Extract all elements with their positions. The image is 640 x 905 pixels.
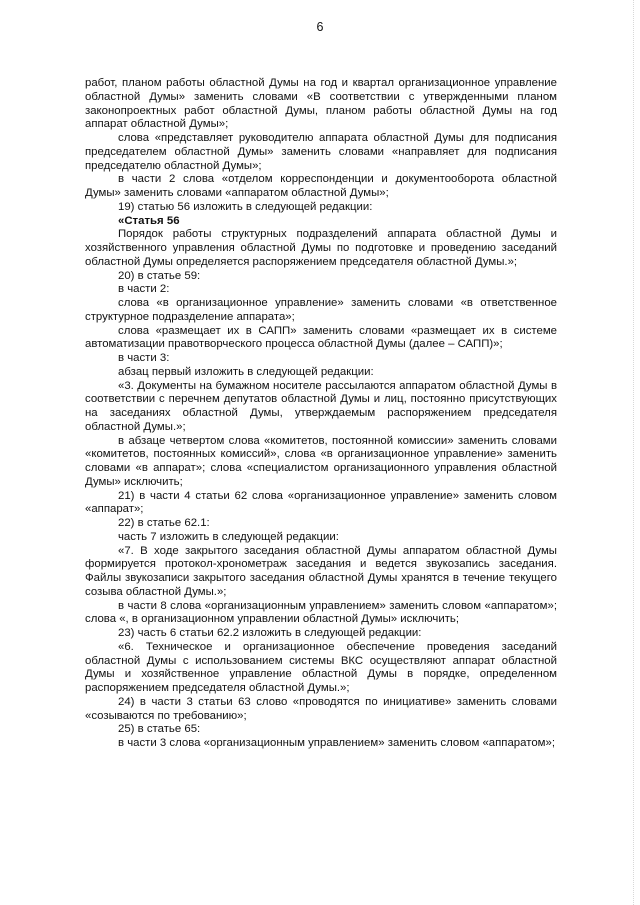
paragraph: 23) часть 6 статьи 62.2 изложить в следующей редакции: xyxy=(118,627,422,639)
paragraph: слова «в организационное управление» заменить словами «в ответственное структурное подразделение аппарата»; xyxy=(85,297,557,323)
paragraph: в части 2: xyxy=(118,283,170,296)
paragraph: в части 8 слова «организационным управлением» заменить словом «аппаратом»; слова «, в организационном управлении областной Думы» исключить; xyxy=(85,599,557,626)
paragraph: слова «представляет руководителю аппарата областной Думы для подписания председателем областной Думы» заменить словами «направляет для подписания председателю областной Думы»; xyxy=(85,132,557,172)
paragraph: 22) в статье 62.1: xyxy=(118,517,210,529)
paragraph: слова «размещает их в САПП» заменить словами «размещает их в системе автоматизации правотворческого процесса областной Думы (далее – САПП)»; xyxy=(85,324,557,351)
paragraph: работ, планом работы областной Думы на год и квартал организационное управление областной Думы» заменить словами «В соответствии с утвержденными планом законопроектных работ областной Думы, планом работы областной Думы на год аппарат областной Думы»; xyxy=(85,77,557,131)
paragraph: в части 2 слова «отделом корреспонденции и документооборота областной Думы» заменить словами «аппаратом областной Думы»; xyxy=(85,173,557,199)
paragraph: 19) статью 56 изложить в следующей редакции: xyxy=(118,200,373,213)
paragraph: абзац первый изложить в следующей редакции: xyxy=(118,365,374,378)
paragraph: «3. Документы на бумажном носителе рассылаются аппаратом областной Думы в соответствии с перечнем депутатов областной Думы и лиц, постоянно присутствующих на заседаниях областной Думы, утверждаемым распоряжением председателя областной Думы.»; xyxy=(85,379,557,433)
scan-edge-divider xyxy=(632,0,634,905)
paragraph: 25) в статье 65: xyxy=(118,723,201,736)
article-heading: «Статья 56 xyxy=(118,214,180,227)
paragraph: 24) в части 3 статьи 63 слово «проводятся по инициативе» заменить словами «созываются по требованию»; xyxy=(85,695,557,722)
paragraph: в части 3 слова «организационным управлением» заменить словом «аппаратом»; xyxy=(118,737,555,749)
paragraph: «7. В ходе закрытого заседания областной Думы аппаратом областной Думы формируется протокол-хронометраж заседания и ведется звукозапись заседания. Файлы звукозаписи закрытого заседания областной Думы хранятся в течение текущего созыва областной Думы.»; xyxy=(85,544,557,598)
paragraph: Порядок работы структурных подразделений аппарата областной Думы и хозяйственного управления областной Думы по подготовке и проведению заседаний областной Думы определяется распоряжением председателя областной Думы.»; xyxy=(85,228,557,268)
paragraph: 21) в части 4 статьи 62 слова «организационное управление» заменить словом «аппарат»; xyxy=(85,489,557,516)
paragraph: часть 7 изложить в следующей редакции: xyxy=(118,530,339,543)
paragraph: в части 3: xyxy=(118,352,170,364)
page-number: 6 xyxy=(316,20,324,34)
paragraph: в абзаце четвертом слова «комитетов, постоянной комиссии» заменить словами «комитетов, постоянных комиссий», слова «в организационное управление» заменить словами «в аппарат»; слова «специалистом организационного управления областной Думы» исключить; xyxy=(85,434,557,488)
paragraph: «6. Техническое и организационное обеспечение проведения заседаний областной Думы с использованием системы ВКС осуществляют аппарат областной Думы и хозяйственное управление областной Думы в порядке, определенном распоряжением председателя областной Думы.»; xyxy=(85,640,557,694)
document-body xyxy=(85,77,557,751)
paragraph: 20) в статье 59: xyxy=(118,269,201,282)
